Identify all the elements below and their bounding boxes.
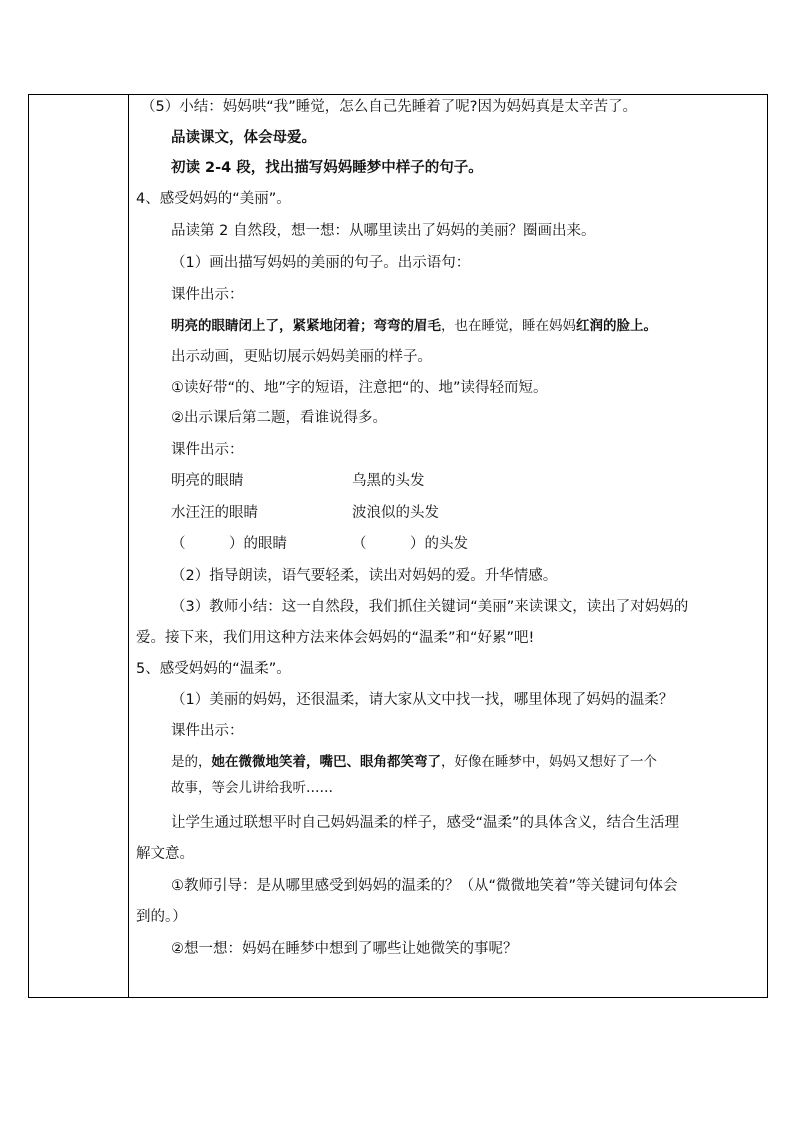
courseware-label: 课件出示： <box>171 723 244 739</box>
quote-segment: 故事，等会儿讲给我听…… <box>171 780 333 796</box>
paragraph-line: ①读好带“的、地”字的短语，注意把“的、地”读得轻而短。 <box>171 380 548 396</box>
quote-segment: 她在微微地笑着，嘴巴、眼角都笑弯了 <box>211 754 441 770</box>
paragraph-line: （3）教师小结：这一自然段，我们抓住关键词“美丽”来读课文，读出了对妈妈的 <box>171 599 689 615</box>
paragraph-line: （1）美丽的妈妈，还很温柔，请大家从文中找一找，哪里体现了妈妈的温柔？ <box>171 692 674 708</box>
paragraph-line: 出示动画，更贴切展示妈妈美丽的样子。 <box>171 349 432 365</box>
quote-segment: 明亮的眼睛闭上了，紧紧地闭着； <box>171 318 374 334</box>
paragraph-line: ②出示课后第二题，看谁说得多。 <box>171 410 387 426</box>
column-divider <box>128 95 129 997</box>
phrase-item: 明亮的眼睛 <box>171 473 244 489</box>
quote-segment: 红润的脸上。 <box>576 318 657 334</box>
phrase-item: 水汪汪的眼睛 <box>171 505 258 521</box>
callout-quote <box>171 316 657 336</box>
paragraph-line: 爱。接下来，我们用这种方法来体会妈妈的“温柔”和“好累”吧! <box>136 630 535 646</box>
courseware-label: 课件出示： <box>171 442 244 458</box>
phrase-blank: （ ）的头发 <box>352 536 468 552</box>
paragraph-line: （2）指导朗读，语气要轻柔，读出对妈妈的爱。升华情感。 <box>171 568 558 584</box>
quote-segment: ，也在睡觉，睡在妈妈 <box>441 318 576 334</box>
paragraph-line: 品读第 2 自然段，想一想：从哪里读出了妈妈的美丽？圈画出来。 <box>171 223 596 239</box>
callout-quote <box>171 778 333 798</box>
quote-segment: ，好像在睡梦中，妈妈又想好了一个 <box>441 754 657 770</box>
quote-segment: 弯弯的眉毛 <box>373 318 441 334</box>
section-heading: 品读课文，体会母爱。 <box>171 130 316 146</box>
paragraph-line: ①教师引导：是从哪里感受到妈妈的温柔的？（从“微微地笑着”等关键词句体会 <box>171 878 678 894</box>
paragraph-line: 让学生通过联想平时自己妈妈温柔的样子，感受“温柔”的具体含义，结合生活理 <box>171 815 680 831</box>
phrase-item: 乌黑的头发 <box>352 473 425 489</box>
step-4-heading: 4、感受妈妈的“美丽”。 <box>136 191 291 207</box>
summary-line: （5）小结：妈妈哄“我”睡觉，怎么自己先睡着了呢?因为妈妈真是太辛苦了。 <box>141 99 637 115</box>
phrase-item: 波浪似的头发 <box>352 505 439 521</box>
instruction-line: 初读 2-4 段，找出描写妈妈睡梦中样子的句子。 <box>171 160 483 176</box>
courseware-label: 课件出示： <box>171 287 244 303</box>
paragraph-line: ②想一想：妈妈在睡梦中想到了哪些让她微笑的事呢？ <box>171 941 518 957</box>
paragraph-line: （1）画出描写妈妈的美丽的句子。出示语句： <box>171 255 471 271</box>
paragraph-line: 到的。） <box>136 909 187 925</box>
callout-quote <box>171 752 657 772</box>
paragraph-line: 解文意。 <box>136 846 194 862</box>
phrase-blank: （ ）的眼睛 <box>171 536 287 552</box>
step-5-heading: 5、感受妈妈的“温柔”。 <box>136 661 291 677</box>
quote-segment: 是的， <box>171 754 212 770</box>
